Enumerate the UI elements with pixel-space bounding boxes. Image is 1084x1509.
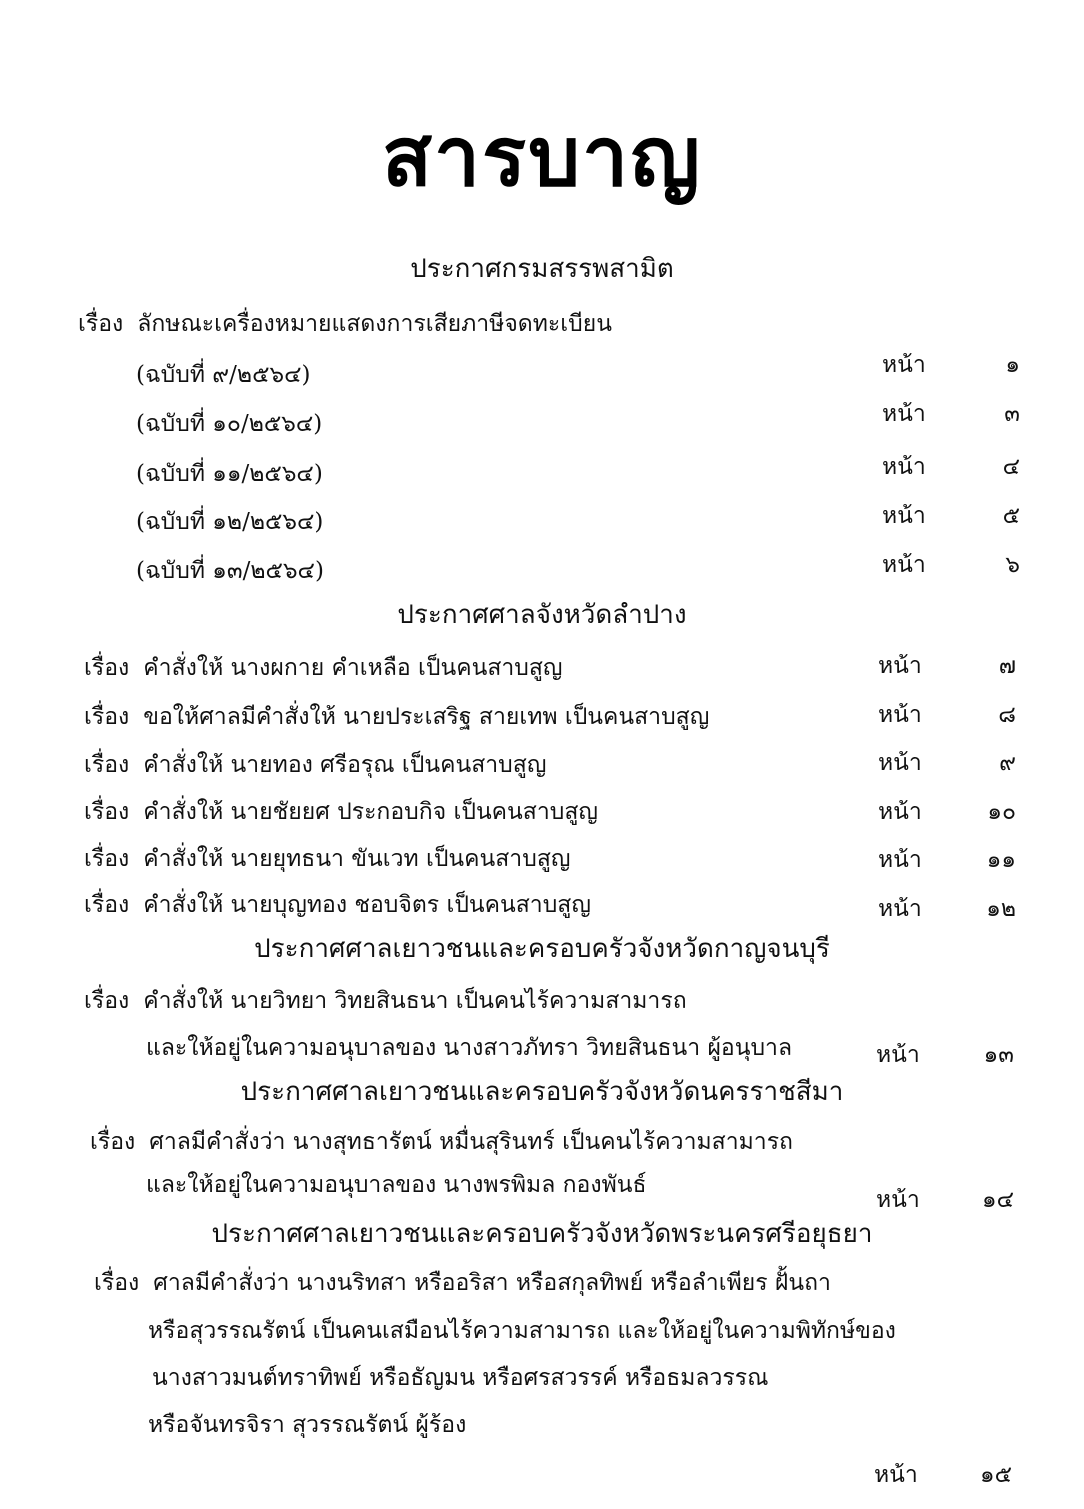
list-item (84, 653, 563, 683)
page-number: ๗ (998, 653, 1016, 679)
section-heading-ayutthaya: ประกาศศาลเยาวชนและครอบครัวจังหวัดพระนครศรีอยุธยา (211, 1219, 873, 1249)
subject-text: คำสั่งให้ นายยุทธนา ขันเวท เป็นคนสาบสูญ (143, 846, 571, 872)
list-item (84, 750, 546, 780)
subject-label: เรื่อง (84, 752, 130, 778)
subject-label: เรื่อง (84, 704, 130, 730)
page-ref (882, 452, 1020, 482)
list-item (84, 702, 709, 732)
subject-text: คำสั่งให้ นายวิทยา วิทยสินธนา เป็นคนไร้ความสามารถ (143, 988, 687, 1014)
list-item (90, 1127, 793, 1157)
page-word: หน้า (882, 503, 926, 529)
page-title: สารบาญ (381, 110, 703, 205)
list-item (84, 986, 687, 1016)
page-number: ๑๔ (981, 1187, 1014, 1213)
list-item: (ฉบับที่ ๑๐/๒๕๖๔) (136, 411, 323, 437)
page-number: ๕ (1002, 503, 1020, 529)
subject-label: เรื่อง (94, 1270, 140, 1296)
list-item (94, 1268, 831, 1298)
subject-text-continued: นางสาวมนต์ทราทิพย์ หรือธัญมน หรือศรสวรรค์ หรือธมลวรรณ (152, 1365, 769, 1391)
list-item: (ฉบับที่ ๑๒/๒๕๖๔) (136, 509, 324, 535)
page-word: หน้า (882, 552, 926, 578)
page-word: หน้า (878, 799, 922, 825)
page-ref (876, 1185, 1014, 1215)
page-number: ๔ (1002, 454, 1020, 480)
page-word: หน้า (874, 1462, 918, 1488)
subject-label: เรื่อง (84, 655, 130, 681)
subject-text-continued: หรือสุวรรณรัตน์ เป็นคนเสมือนไร้ความสามารถ และให้อยู่ในความพิทักษ์ของ (148, 1318, 896, 1344)
page-word: หน้า (878, 653, 922, 679)
page-ref (882, 350, 1020, 380)
page-ref (878, 845, 1016, 875)
page-word: หน้า (882, 352, 926, 378)
page-ref (878, 651, 1016, 681)
page-ref (878, 894, 1016, 924)
page-ref (878, 797, 1016, 827)
subject-text-continued: และให้อยู่ในความอนุบาลของ นางสาวภัทรา วิทยสินธนา ผู้อนุบาล (146, 1035, 793, 1061)
page-number: ๖ (1005, 552, 1020, 578)
page-word: หน้า (876, 1187, 920, 1213)
list-item (84, 844, 570, 874)
page-number: ๘ (998, 702, 1016, 728)
page-ref (882, 550, 1020, 580)
subject-text: ขอให้ศาลมีคำสั่งให้ นายประเสริฐ สายเทพ เป็นคนสาบสูญ (143, 704, 710, 730)
subject-label: เรื่อง (84, 892, 130, 918)
section-heading-kanchanaburi: ประกาศศาลเยาวชนและครอบครัวจังหวัดกาญจนบุรี (254, 934, 830, 964)
page-number: ๑๐ (987, 799, 1016, 825)
subject-label: เรื่อง (84, 988, 130, 1014)
subject-text-continued: หรือจันทรจิรา สุวรรณรัตน์ ผู้ร้อง (148, 1412, 467, 1438)
subject-label: เรื่อง (90, 1129, 136, 1155)
subject-label: เรื่อง (78, 311, 124, 337)
section-heading-excise: ประกาศกรมสรรพสามิต (410, 254, 674, 284)
section-heading-lampang: ประกาศศาลจังหวัดลำปาง (397, 600, 687, 630)
page-word: หน้า (878, 702, 922, 728)
page-ref (876, 1040, 1014, 1070)
page-word: หน้า (882, 454, 926, 480)
page-number: ๑๕ (979, 1462, 1012, 1488)
list-item (84, 797, 598, 827)
page-number: ๓ (1004, 401, 1020, 427)
subject-label: เรื่อง (84, 846, 130, 872)
subject-text: คำสั่งให้ นางผกาย คำเหลือ เป็นคนสาบสูญ (143, 655, 563, 681)
subject-text: คำสั่งให้ นายทอง ศรีอรุณ เป็นคนสาบสูญ (143, 752, 547, 778)
page-number: ๑ (1005, 352, 1020, 378)
subject-text: คำสั่งให้ นายบุญทอง ชอบจิตร เป็นคนสาบสูญ (143, 892, 591, 918)
list-item: (ฉบับที่ ๙/๒๕๖๔) (136, 362, 311, 388)
subject-text-continued: และให้อยู่ในความอนุบาลของ นางพรพิมล กองพันธ์ (146, 1172, 647, 1198)
page-word: หน้า (882, 401, 926, 427)
page-ref (882, 501, 1020, 531)
page-word: หน้า (878, 750, 922, 776)
subject-text: ลักษณะเครื่องหมายแสดงการเสียภาษีจดทะเบียน (137, 311, 612, 337)
subject-label: เรื่อง (84, 799, 130, 825)
subject-text: ศาลมีคำสั่งว่า นางนริทสา หรืออริสา หรือสกุลทิพย์ หรือลำเพียร ฝั้นถา (153, 1270, 831, 1296)
page-word: หน้า (878, 896, 922, 922)
page-number: ๑๓ (983, 1042, 1014, 1068)
page-ref (878, 700, 1016, 730)
section-heading-nakhon-ratchasima: ประกาศศาลเยาวชนและครอบครัวจังหวัดนครราชสีมา (240, 1077, 844, 1107)
excise-subject (78, 309, 612, 339)
list-item: (ฉบับที่ ๑๑/๒๕๖๔) (136, 461, 323, 487)
subject-text: คำสั่งให้ นายชัยยศ ประกอบกิจ เป็นคนสาบสูญ (143, 799, 598, 825)
page-ref (874, 1460, 1012, 1490)
page-number: ๙ (999, 750, 1016, 776)
page-number: ๑๒ (986, 896, 1016, 922)
page-ref (882, 399, 1020, 429)
page-number: ๑๑ (986, 847, 1016, 873)
page-word: หน้า (876, 1042, 920, 1068)
list-item (84, 890, 591, 920)
page-ref (878, 748, 1016, 778)
page-word: หน้า (878, 847, 922, 873)
list-item: (ฉบับที่ ๑๓/๒๕๖๔) (136, 558, 324, 584)
subject-text: ศาลมีคำสั่งว่า นางสุทธารัตน์ หมื่นสุรินทร์ เป็นคนไร้ความสามารถ (149, 1129, 793, 1155)
